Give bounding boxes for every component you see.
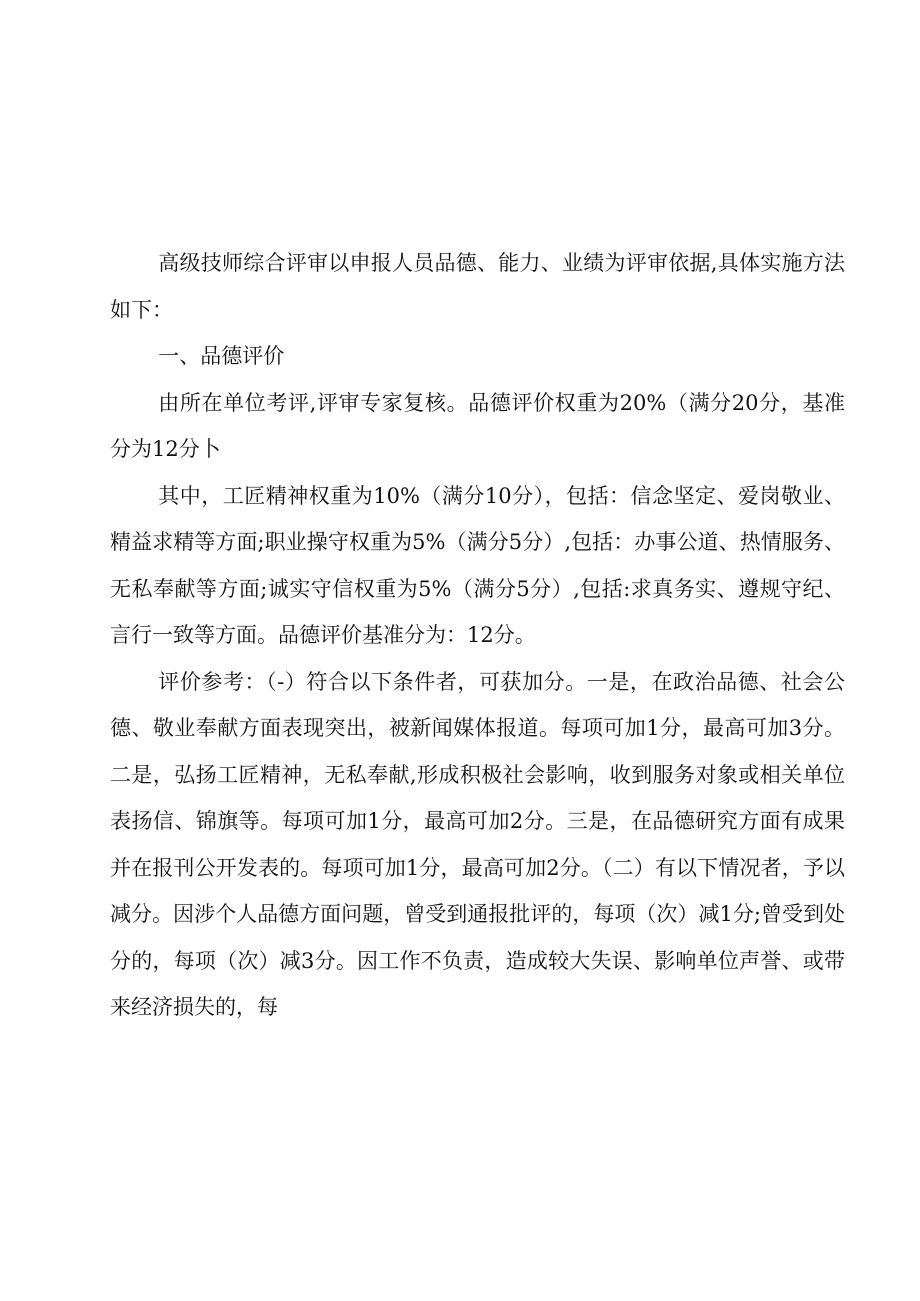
section-heading: 一、品德评价 [158,344,285,368]
weight-paragraph: 由所在单位考评,评审专家复核。品德评价权重为20%（满分20分，基准分为12分卜 [110,390,845,461]
detail-paragraph: 其中，工匠精神权重为10%（满分10分），包括：信念坚定、爱岗敬业、精益求精等方面;职业操守权重为5%（满分5分）,包括：办事公道、热情服务、无私奉献等方面;诚实守信权重为5%（满分5分）,包括:求真务实、遵规守纪、言行一致等方面。品德评价基准分为：12分。 [110,483,845,647]
document-body [110,240,845,1031]
reference-paragraph: 评价参考：（-）符合以下条件者，可获加分。一是，在政治品德、社会公德、敬业奉献方面表现突出，被新闻媒体报道。每项可加1分，最高可加3分。二是，弘扬工匠精神，无私奉献,形成积极社会影响，收到服务对象或相关单位表扬信、锦旗等。每项可加1分，最高可加2分。三是，在品德研究方面有成果并在报刊公开发表的。每项可加1分，最高可加2分。（二）有以下情况者，予以减分。因涉个人品德方面问题，曾受到通报批评的，每项（次）减1分;曾受到处分的，每项（次）减3分。因工作不负责，造成较大失误、影响单位声誉、或带来经济损失的，每 [110,669,845,1019]
intro-paragraph: 高级技师综合评审以申报人员品德、能力、业绩为评审依据,具体实施方法如下： [110,251,845,322]
